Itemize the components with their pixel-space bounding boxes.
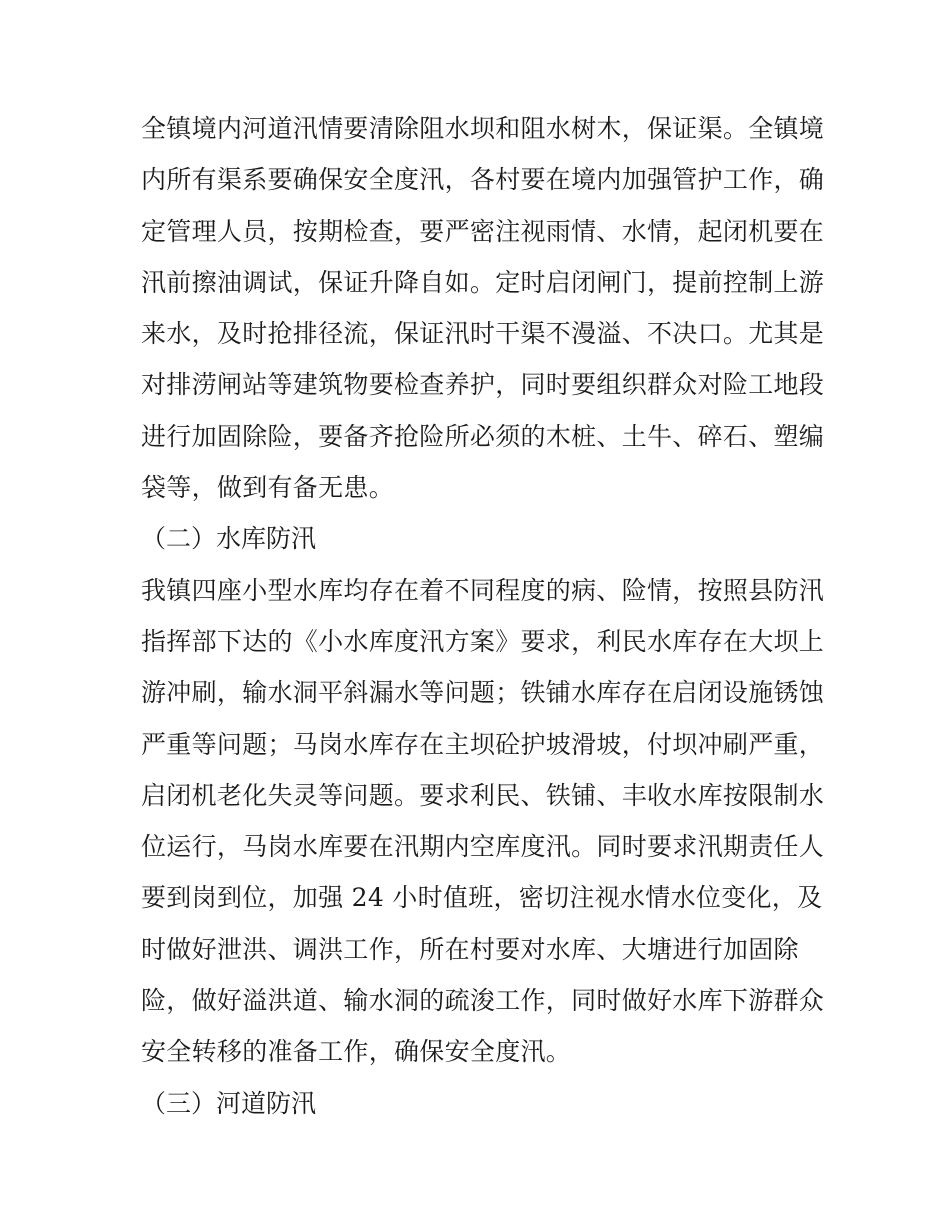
text-line: 要到岗到位，加强 24 小时值班，密切注视水情水位变化，及 <box>141 883 823 913</box>
section-heading-reservoir: （二）水库防汛 <box>141 524 317 554</box>
text-line: 启闭机老化失灵等问题。要求利民、铁铺、丰收水库按限制水 <box>141 780 825 810</box>
paragraph-river-channels <box>141 103 825 513</box>
text-line: 来水，及时抢排径流，保证汛时干渠不漫溢、不决口。尤其是 <box>141 319 825 349</box>
text-line: 汛前擦油调试，保证升降自如。定时启闭闸门，提前控制上游 <box>141 267 825 297</box>
section-heading-river: （三）河道防汛 <box>141 1088 317 1118</box>
text-line: 险，做好溢洪道、输水洞的疏浚工作，同时做好水库下游群众 <box>141 986 825 1016</box>
paragraph-reservoir <box>141 565 825 1078</box>
text-line: 进行加固除险，要备齐抢险所必须的木桩、土牛、碎石、塑编 <box>141 421 825 451</box>
text-line: 定管理人员，按期检查，要严密注视雨情、水情，起闭机要在 <box>141 216 825 246</box>
text-line: 我镇四座小型水库均存在着不同程度的病、险情，按照县防汛 <box>141 575 825 605</box>
text-line: 对排涝闸站等建筑物要检查养护，同时要组织群众对险工地段 <box>141 370 825 400</box>
text-line: 袋等，做到有备无患。 <box>141 473 395 503</box>
text-line: 全镇境内河道汛情要清除阻水坝和阻水树木，保证渠。全镇境 <box>141 114 825 143</box>
text-line: 时做好泄洪、调洪工作，所在村要对水库、大塘进行加固除 <box>141 934 799 964</box>
text-line: 安全转移的准备工作，确保安全度汛。 <box>141 1037 572 1067</box>
document-page <box>141 103 825 1129</box>
text-line: 内所有渠系要确保安全度汛，各村要在境内加强管护工作，确 <box>141 165 825 195</box>
text-line: 指挥部下达的《小水库度汛方案》要求，利民水库存在大坝上 <box>141 626 825 656</box>
text-line: 严重等问题；马岗水库存在主坝砼护坡滑坡，付坝冲刷严重， <box>141 729 825 759</box>
text-line: 位运行，马岗水库要在汛期内空库度汛。同时要求汛期责任人 <box>141 832 825 862</box>
text-line: 游冲刷，输水洞平斜漏水等问题；铁铺水库存在启闭设施锈蚀 <box>141 678 825 708</box>
